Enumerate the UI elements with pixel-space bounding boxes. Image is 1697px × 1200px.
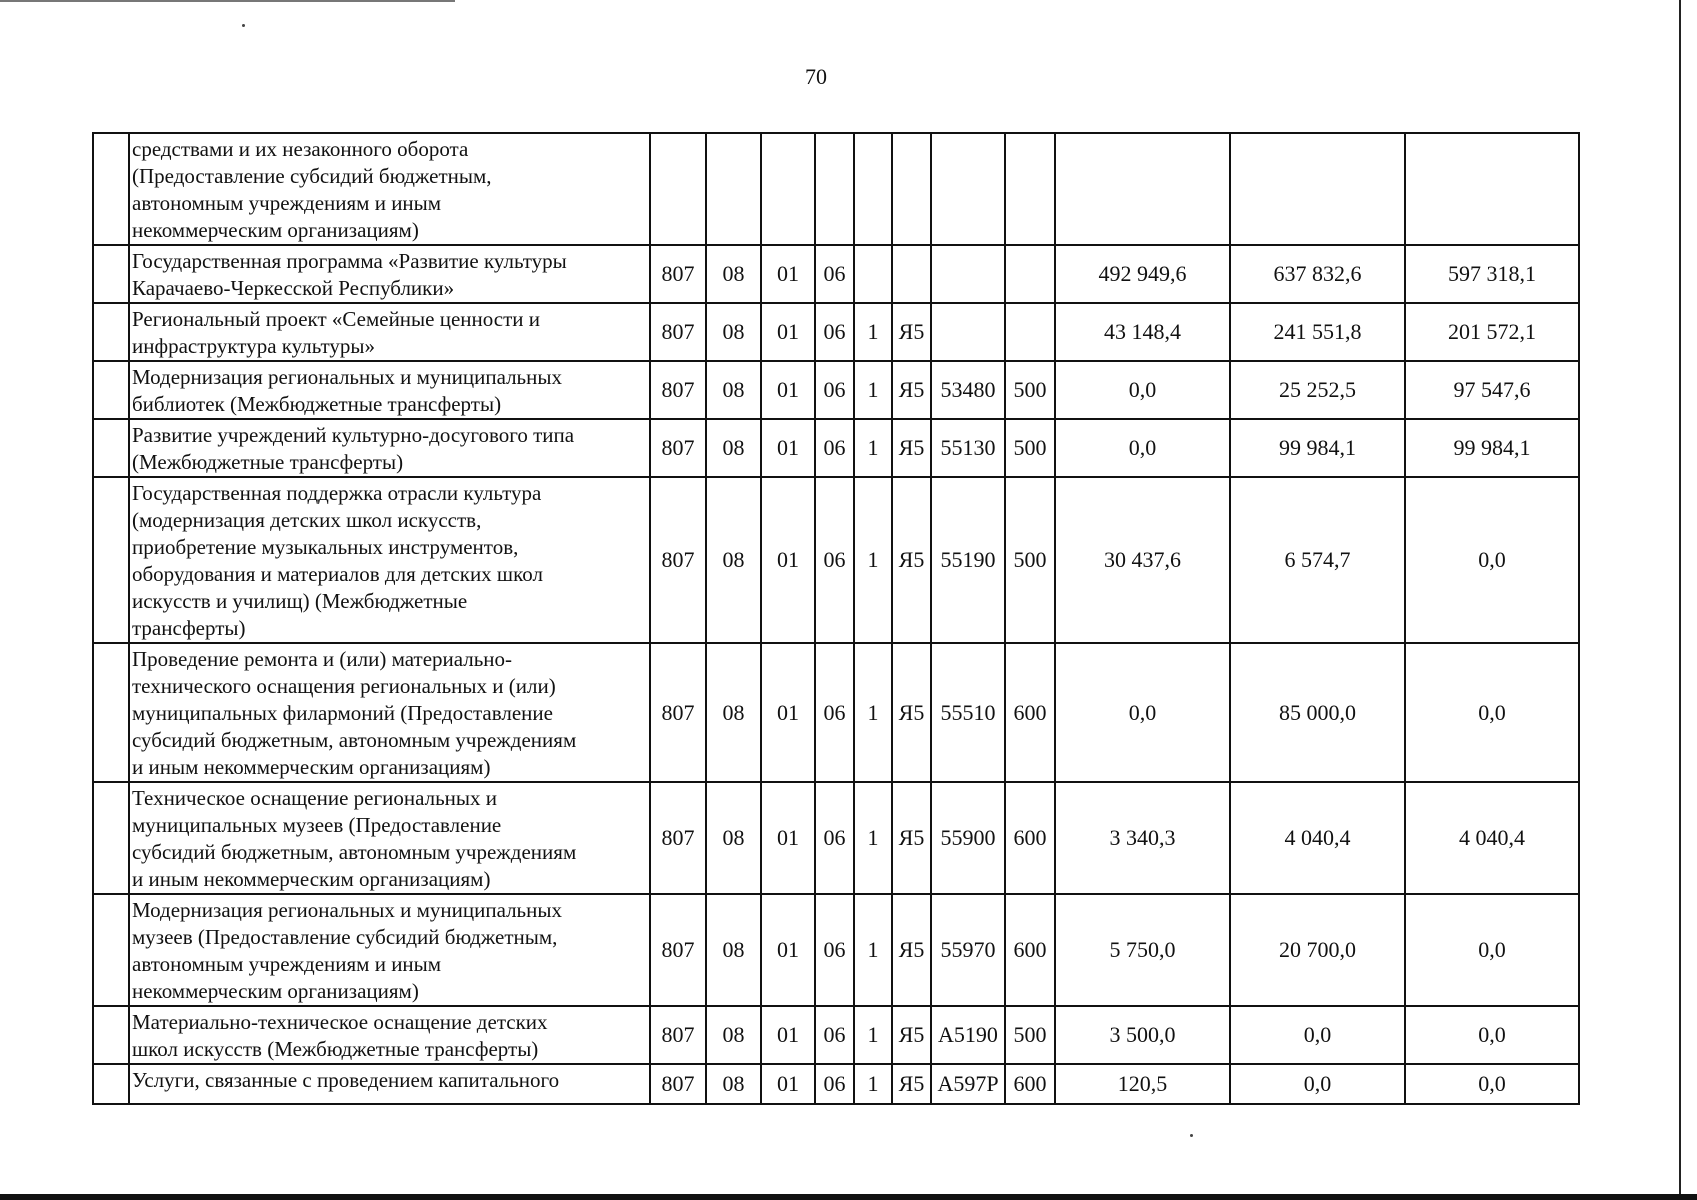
amount-year1-cell: 30 437,6 bbox=[1055, 477, 1230, 643]
scan-speck bbox=[1190, 1134, 1193, 1137]
item-name-cell: Материально-техническое оснащение детских школ искусств (Межбюджетные трансферты) bbox=[129, 1006, 650, 1064]
scan-edge-top bbox=[0, 0, 455, 2]
amount-year2-cell: 85 000,0 bbox=[1230, 643, 1405, 782]
direction-code-cell: 55510 bbox=[931, 643, 1005, 782]
subprogram-code-cell: 1 bbox=[854, 1006, 892, 1064]
budget-table bbox=[92, 132, 1580, 1105]
subsection-code-cell: 01 bbox=[761, 1006, 815, 1064]
table-row bbox=[93, 782, 1579, 894]
ministry-code-cell: 807 bbox=[650, 477, 706, 643]
subprogram-code-cell: 1 bbox=[854, 643, 892, 782]
project-code-cell bbox=[892, 245, 931, 303]
amount-year2-cell: 241 551,8 bbox=[1230, 303, 1405, 361]
row-index-cell bbox=[93, 361, 129, 419]
amount-year2-cell: 99 984,1 bbox=[1230, 419, 1405, 477]
item-name-cell: средствами и их незаконного оборота (Предоставление субсидий бюджетным, автономным учреждениям и иным некоммерческим организациям) bbox=[129, 133, 650, 245]
amount-year2-cell: 0,0 bbox=[1230, 1064, 1405, 1104]
row-index-cell bbox=[93, 643, 129, 782]
ministry-code-cell: 807 bbox=[650, 1064, 706, 1104]
expense-type-cell: 600 bbox=[1005, 894, 1055, 1006]
subsection-code-cell: 01 bbox=[761, 245, 815, 303]
expense-type-cell: 600 bbox=[1005, 782, 1055, 894]
amount-year1-cell: 5 750,0 bbox=[1055, 894, 1230, 1006]
project-code-cell: Я5 bbox=[892, 1006, 931, 1064]
program-code-cell: 06 bbox=[815, 477, 854, 643]
row-index-cell bbox=[93, 894, 129, 1006]
item-name-cell: Региональный проект «Семейные ценности и инфраструктура культуры» bbox=[129, 303, 650, 361]
direction-code-cell: 55970 bbox=[931, 894, 1005, 1006]
amount-year3-cell bbox=[1405, 133, 1579, 245]
section-code-cell: 08 bbox=[706, 303, 761, 361]
section-code-cell: 08 bbox=[706, 477, 761, 643]
row-index-cell bbox=[93, 419, 129, 477]
row-index-cell bbox=[93, 303, 129, 361]
amount-year1-cell: 0,0 bbox=[1055, 419, 1230, 477]
amount-year2-cell bbox=[1230, 133, 1405, 245]
program-code-cell: 06 bbox=[815, 1006, 854, 1064]
subsection-code-cell: 01 bbox=[761, 419, 815, 477]
ministry-code-cell: 807 bbox=[650, 361, 706, 419]
project-code-cell: Я5 bbox=[892, 303, 931, 361]
subprogram-code-cell bbox=[854, 133, 892, 245]
amount-year1-cell: 0,0 bbox=[1055, 361, 1230, 419]
expense-type-cell: 600 bbox=[1005, 643, 1055, 782]
direction-code-cell bbox=[931, 245, 1005, 303]
row-index-cell bbox=[93, 1006, 129, 1064]
subsection-code-cell: 01 bbox=[761, 894, 815, 1006]
subprogram-code-cell: 1 bbox=[854, 1064, 892, 1104]
project-code-cell: Я5 bbox=[892, 894, 931, 1006]
subsection-code-cell: 01 bbox=[761, 1064, 815, 1104]
subprogram-code-cell bbox=[854, 245, 892, 303]
section-code-cell bbox=[706, 133, 761, 245]
amount-year1-cell: 43 148,4 bbox=[1055, 303, 1230, 361]
amount-year1-cell: 3 500,0 bbox=[1055, 1006, 1230, 1064]
ministry-code-cell: 807 bbox=[650, 245, 706, 303]
ministry-code-cell: 807 bbox=[650, 894, 706, 1006]
project-code-cell: Я5 bbox=[892, 477, 931, 643]
subsection-code-cell: 01 bbox=[761, 361, 815, 419]
ministry-code-cell: 807 bbox=[650, 782, 706, 894]
amount-year1-cell bbox=[1055, 133, 1230, 245]
direction-code-cell: А597Р bbox=[931, 1064, 1005, 1104]
amount-year3-cell: 0,0 bbox=[1405, 643, 1579, 782]
row-index-cell bbox=[93, 477, 129, 643]
expense-type-cell: 500 bbox=[1005, 477, 1055, 643]
expense-type-cell: 500 bbox=[1005, 419, 1055, 477]
subsection-code-cell: 01 bbox=[761, 782, 815, 894]
table-row bbox=[93, 894, 1579, 1006]
program-code-cell: 06 bbox=[815, 245, 854, 303]
section-code-cell: 08 bbox=[706, 894, 761, 1006]
project-code-cell: Я5 bbox=[892, 361, 931, 419]
table-row bbox=[93, 477, 1579, 643]
item-name-cell: Модернизация региональных и муниципальных музеев (Предоставление субсидий бюджетным, автономным учреждениям и иным некоммерческим организациям) bbox=[129, 894, 650, 1006]
section-code-cell: 08 bbox=[706, 782, 761, 894]
subprogram-code-cell: 1 bbox=[854, 782, 892, 894]
direction-code-cell: 53480 bbox=[931, 361, 1005, 419]
table-row bbox=[93, 361, 1579, 419]
expense-type-cell bbox=[1005, 245, 1055, 303]
ministry-code-cell: 807 bbox=[650, 643, 706, 782]
section-code-cell: 08 bbox=[706, 245, 761, 303]
direction-code-cell: 55130 bbox=[931, 419, 1005, 477]
row-index-cell bbox=[93, 245, 129, 303]
amount-year2-cell: 25 252,5 bbox=[1230, 361, 1405, 419]
amount-year3-cell: 97 547,6 bbox=[1405, 361, 1579, 419]
scan-edge-bottom bbox=[0, 1194, 1697, 1200]
program-code-cell: 06 bbox=[815, 303, 854, 361]
amount-year3-cell: 0,0 bbox=[1405, 894, 1579, 1006]
subsection-code-cell bbox=[761, 133, 815, 245]
subsection-code-cell: 01 bbox=[761, 477, 815, 643]
direction-code-cell bbox=[931, 133, 1005, 245]
amount-year3-cell: 0,0 bbox=[1405, 1064, 1579, 1104]
section-code-cell: 08 bbox=[706, 643, 761, 782]
project-code-cell: Я5 bbox=[892, 1064, 931, 1104]
table-row bbox=[93, 643, 1579, 782]
table-row bbox=[93, 133, 1579, 245]
program-code-cell: 06 bbox=[815, 419, 854, 477]
amount-year1-cell: 120,5 bbox=[1055, 1064, 1230, 1104]
program-code-cell: 06 bbox=[815, 894, 854, 1006]
project-code-cell: Я5 bbox=[892, 643, 931, 782]
ministry-code-cell: 807 bbox=[650, 419, 706, 477]
expense-type-cell: 500 bbox=[1005, 1006, 1055, 1064]
amount-year3-cell: 99 984,1 bbox=[1405, 419, 1579, 477]
amount-year3-cell: 201 572,1 bbox=[1405, 303, 1579, 361]
subprogram-code-cell: 1 bbox=[854, 303, 892, 361]
item-name-cell: Государственная программа «Развитие культуры Карачаево-Черкесской Республики» bbox=[129, 245, 650, 303]
table-row bbox=[93, 1006, 1579, 1064]
amount-year2-cell: 4 040,4 bbox=[1230, 782, 1405, 894]
direction-code-cell: А5190 bbox=[931, 1006, 1005, 1064]
subprogram-code-cell: 1 bbox=[854, 477, 892, 643]
direction-code-cell bbox=[931, 303, 1005, 361]
table-row bbox=[93, 1064, 1579, 1104]
program-code-cell bbox=[815, 133, 854, 245]
amount-year2-cell: 637 832,6 bbox=[1230, 245, 1405, 303]
section-code-cell: 08 bbox=[706, 1006, 761, 1064]
direction-code-cell: 55900 bbox=[931, 782, 1005, 894]
subsection-code-cell: 01 bbox=[761, 643, 815, 782]
subsection-code-cell: 01 bbox=[761, 303, 815, 361]
amount-year2-cell: 6 574,7 bbox=[1230, 477, 1405, 643]
amount-year1-cell: 492 949,6 bbox=[1055, 245, 1230, 303]
expense-type-cell bbox=[1005, 133, 1055, 245]
subprogram-code-cell: 1 bbox=[854, 894, 892, 1006]
row-index-cell bbox=[93, 133, 129, 245]
row-index-cell bbox=[93, 1064, 129, 1104]
page-number: 70 bbox=[805, 64, 827, 89]
item-name-cell: Техническое оснащение региональных и муниципальных музеев (Предоставление субсидий бюджетным, автономным учреждениям и иным некоммерческим организациям) bbox=[129, 782, 650, 894]
section-code-cell: 08 bbox=[706, 419, 761, 477]
program-code-cell: 06 bbox=[815, 643, 854, 782]
scan-speck bbox=[242, 24, 245, 27]
amount-year3-cell: 597 318,1 bbox=[1405, 245, 1579, 303]
project-code-cell bbox=[892, 133, 931, 245]
item-name-cell: Развитие учреждений культурно-досугового типа (Межбюджетные трансферты) bbox=[129, 419, 650, 477]
subprogram-code-cell: 1 bbox=[854, 361, 892, 419]
table-row bbox=[93, 419, 1579, 477]
row-index-cell bbox=[93, 782, 129, 894]
item-name-cell: Услуги, связанные с проведением капитального bbox=[129, 1064, 650, 1104]
amount-year3-cell: 4 040,4 bbox=[1405, 782, 1579, 894]
program-code-cell: 06 bbox=[815, 361, 854, 419]
item-name-cell: Проведение ремонта и (или) материально- технического оснащения региональных и (или) муниципальных филармоний (Предоставление субсидий бюджетным, автономным учреждениям и иным некоммерческим организациям) bbox=[129, 643, 650, 782]
ministry-code-cell bbox=[650, 133, 706, 245]
item-name-cell: Модернизация региональных и муниципальных библиотек (Межбюджетные трансферты) bbox=[129, 361, 650, 419]
program-code-cell: 06 bbox=[815, 1064, 854, 1104]
ministry-code-cell: 807 bbox=[650, 303, 706, 361]
amount-year1-cell: 3 340,3 bbox=[1055, 782, 1230, 894]
direction-code-cell: 55190 bbox=[931, 477, 1005, 643]
amount-year2-cell: 0,0 bbox=[1230, 1006, 1405, 1064]
expense-type-cell: 500 bbox=[1005, 361, 1055, 419]
table-row bbox=[93, 245, 1579, 303]
project-code-cell: Я5 bbox=[892, 419, 931, 477]
expense-type-cell: 600 bbox=[1005, 1064, 1055, 1104]
subprogram-code-cell: 1 bbox=[854, 419, 892, 477]
section-code-cell: 08 bbox=[706, 1064, 761, 1104]
expense-type-cell bbox=[1005, 303, 1055, 361]
section-code-cell: 08 bbox=[706, 361, 761, 419]
table-row bbox=[93, 303, 1579, 361]
amount-year3-cell: 0,0 bbox=[1405, 1006, 1579, 1064]
program-code-cell: 06 bbox=[815, 782, 854, 894]
project-code-cell: Я5 bbox=[892, 782, 931, 894]
scan-edge-right bbox=[1679, 0, 1681, 1200]
amount-year3-cell: 0,0 bbox=[1405, 477, 1579, 643]
amount-year2-cell: 20 700,0 bbox=[1230, 894, 1405, 1006]
amount-year1-cell: 0,0 bbox=[1055, 643, 1230, 782]
item-name-cell: Государственная поддержка отрасли культура (модернизация детских школ искусств, приобретение музыкальных инструментов, оборудования и материалов для детских школ искусств и училищ) (Межбюджетные трансферты) bbox=[129, 477, 650, 643]
ministry-code-cell: 807 bbox=[650, 1006, 706, 1064]
